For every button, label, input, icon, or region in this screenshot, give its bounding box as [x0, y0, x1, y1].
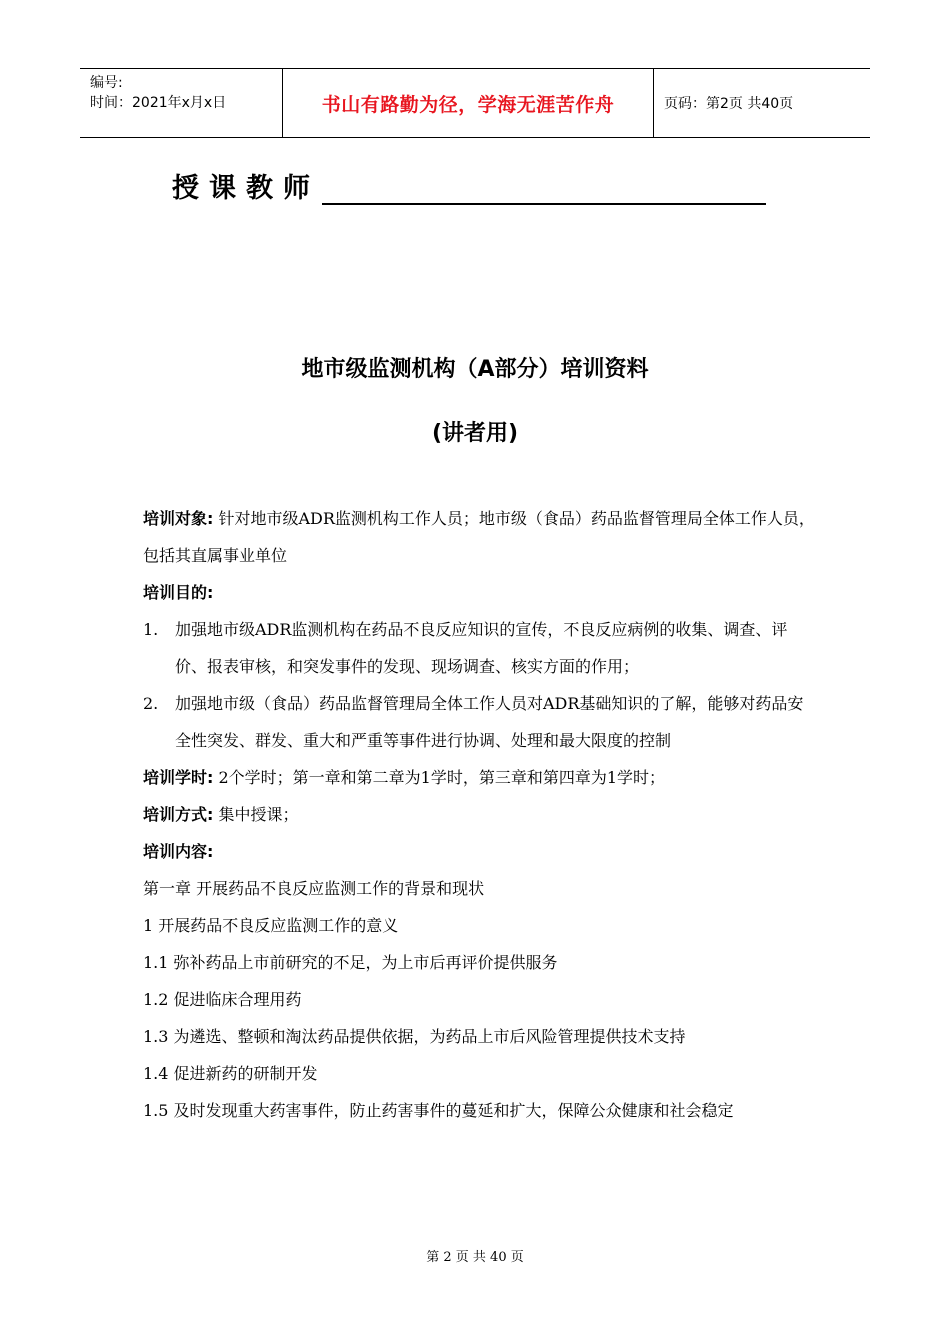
page-footer: 第 2 页 共 40 页 [426, 1250, 524, 1265]
content-line: 1.2 促进临床合理用药 [143, 990, 302, 1009]
training-content [143, 833, 815, 870]
training-goal-label: 培训目的: [143, 583, 214, 602]
goal-item-text: 加强地市级ADR监测机构在药品不良反应知识的宣传，不良反应病例的收集、调查、评价、报表审核，和突发事件的发现、现场调查、核实方面的作用； [175, 620, 788, 676]
page-header [80, 68, 870, 138]
training-method-text: 集中授课； [213, 805, 299, 824]
training-content-label: 培训内容: [143, 842, 214, 861]
header-motto: 书山有路勤为径，学海无涯苦作舟 [282, 69, 654, 137]
doc-number-label: 编号: [90, 75, 123, 91]
training-target [143, 500, 815, 574]
content-line: 第一章 开展药品不良反应监测工作的背景和现状 [143, 879, 485, 898]
document-body [143, 500, 815, 1129]
document-title: 地市级监测机构（A部分）培训资料 [301, 357, 649, 382]
header-meta [80, 69, 282, 137]
training-hours-label: 培训学时: [143, 768, 214, 787]
training-target-text: 针对地市级ADR监测机构工作人员；地市级（食品）药品监督管理局全体工作人员，包括其直属事业单位 [143, 509, 815, 565]
training-method [143, 796, 815, 833]
document-subtitle: (讲者用) [431, 421, 519, 446]
training-hours-text: 2个学时；第一章和第二章为1学时，第三章和第四章为1学时； [213, 768, 666, 787]
goal-item-number: 2. [143, 694, 159, 713]
content-line: 1.3 为遴选、整顿和淘汰药品提供依据，为药品上市后风险管理提供技术支持 [143, 1027, 686, 1046]
header-page-info: 页码：第2页 共40页 [664, 96, 794, 112]
training-method-label: 培训方式: [143, 805, 214, 824]
goal-item-number: 1. [143, 620, 159, 639]
training-hours [143, 759, 815, 796]
training-goal [143, 574, 815, 611]
content-line: 1.1 弥补药品上市前研究的不足，为上市后再评价提供服务 [143, 953, 558, 972]
content-line: 1 开展药品不良反应监测工作的意义 [143, 916, 399, 935]
goal-item [143, 611, 815, 685]
content-line: 1.4 促进新药的研制开发 [143, 1064, 318, 1083]
teacher-blank-line [322, 172, 766, 205]
goal-item-text: 加强地市级（食品）药品监督管理局全体工作人员对ADR基础知识的了解，能够对药品安全性突发、群发、重大和严重等事件进行协调、处理和最大限度的控制 [175, 694, 804, 750]
doc-time-label: 时间：2021年x月x日 [90, 95, 227, 111]
teacher-field [172, 166, 766, 205]
goal-item [143, 685, 815, 759]
content-line: 1.5 及时发现重大药害事件，防止药害事件的蔓延和扩大，保障公众健康和社会稳定 [143, 1101, 734, 1120]
training-target-label: 培训对象: [143, 509, 214, 528]
teacher-label: 授课教师 [172, 173, 320, 204]
